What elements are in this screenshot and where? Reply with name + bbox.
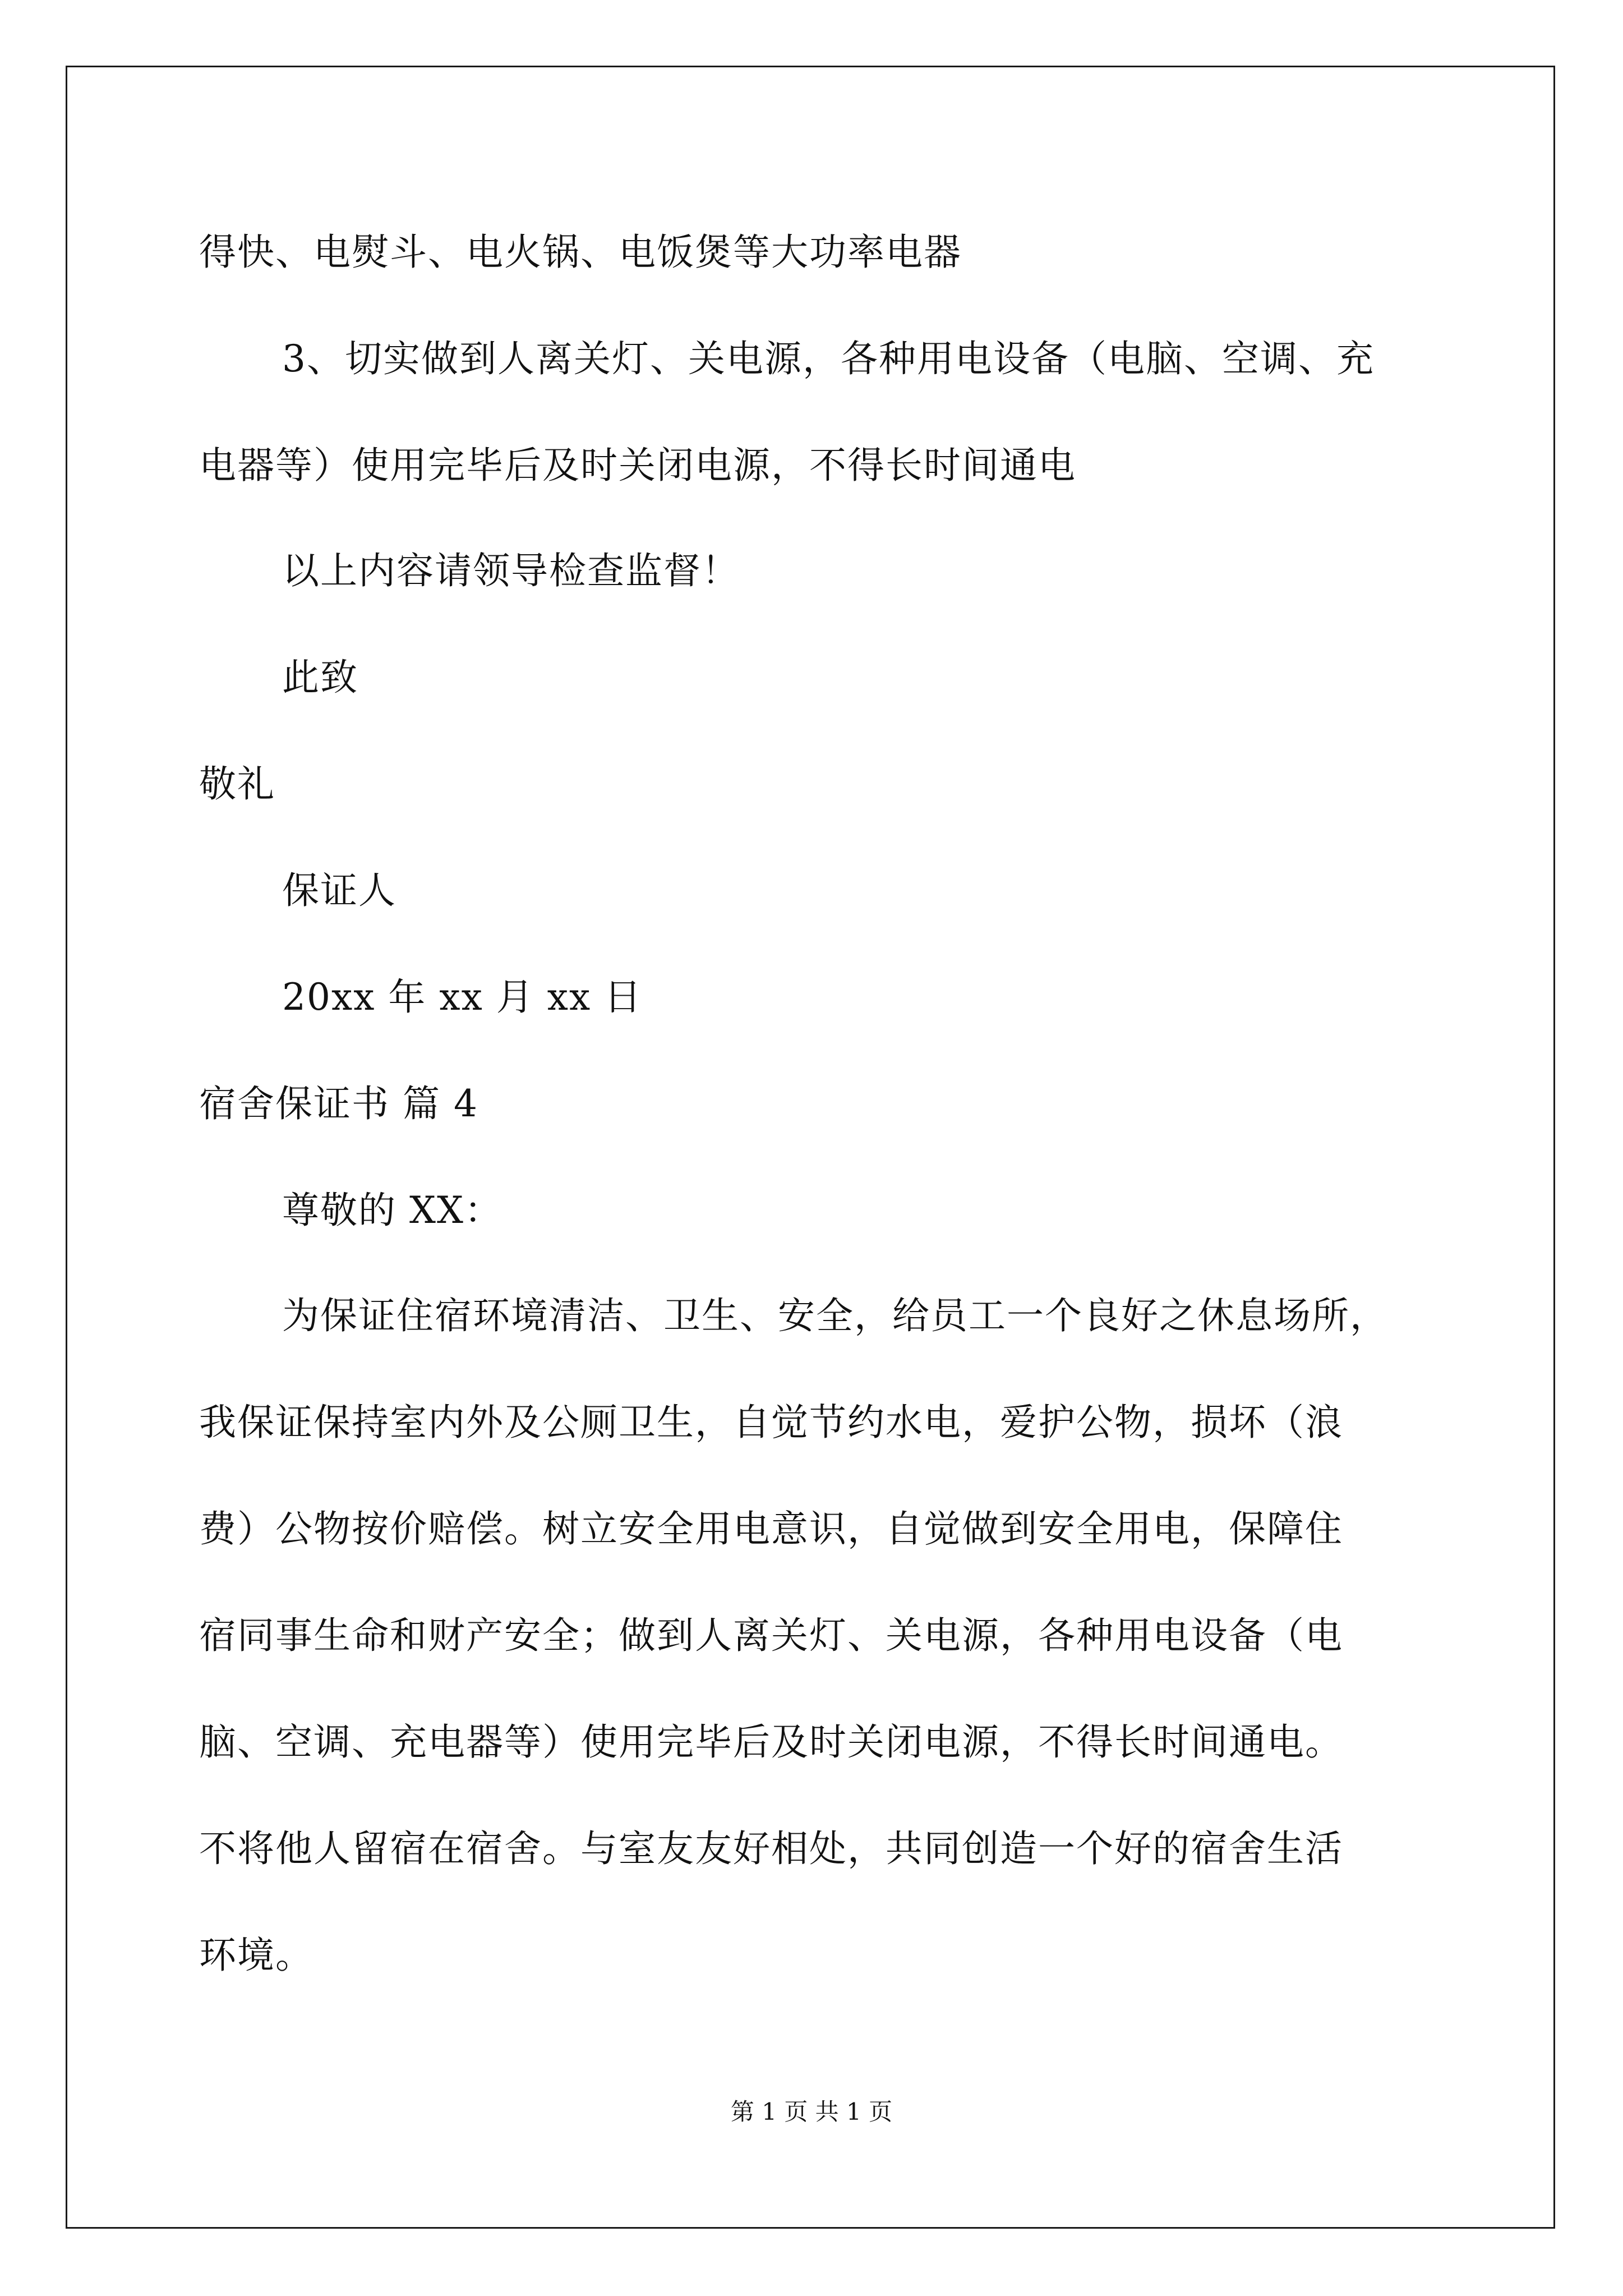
signer-label: 保证人 [282,869,396,912]
salutation-regards: 敬礼 [199,762,275,806]
page-border [66,66,1555,2229]
text-line: 费）公物按价赔偿。树立安全用电意识，自觉做到安全用电，保障住 [199,1507,1343,1550]
text-line: 环境。 [199,1934,313,1977]
section-heading: 宿舍保证书 篇 4 [199,1082,478,1125]
greeting: 尊敬的 XX： [282,1189,502,1232]
text-line: 我保证保持室内外及公厕卫生，自觉节约水电，爱护公物，损坏（浪 [199,1401,1343,1444]
text-line: 电器等）使用完毕后及时关闭电源，不得长时间通电 [199,444,1076,487]
text-line: 脑、空调、充电器等）使用完毕后及时关闭电源，不得长时间通电。 [199,1720,1343,1764]
text-line: 以上内容请领导检查监督！ [282,549,740,592]
page-footer: 第 1 页 共 1 页 [730,2098,893,2125]
text-line: 宿同事生命和财产安全；做到人离关灯、关电源，各种用电设备（电 [199,1614,1343,1657]
date-line: 20xx 年 xx 月 xx 日 [282,976,643,1019]
text-line: 得快、电熨斗、电火锅、电饭煲等大功率电器 [199,231,962,274]
text-line: 为保证住宿环境清洁、卫生、安全，给员工一个良好之休息场所， [282,1294,1388,1337]
text-line: 不将他人留宿在宿舍。与室友友好相处，共同创造一个好的宿舍生活 [199,1827,1343,1870]
text-line: 3、切实做到人离关灯、关电源，各种用电设备（电脑、空调、充 [282,337,1375,380]
salutation-closing: 此致 [282,656,358,699]
